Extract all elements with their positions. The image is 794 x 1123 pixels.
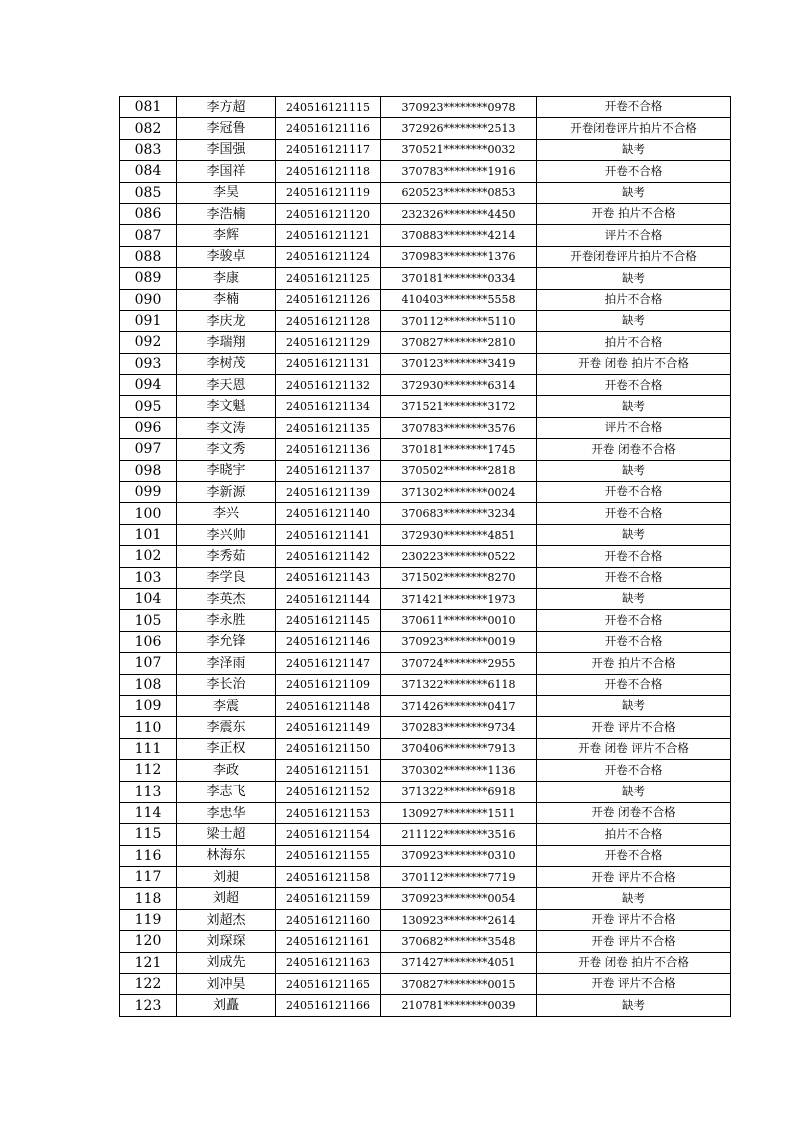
cell-result: 开卷不合格	[537, 610, 731, 631]
table-row	[120, 631, 731, 652]
cell-result: 开卷 闭卷不合格	[537, 439, 731, 460]
table-row	[120, 396, 731, 417]
cell-result: 开卷闭卷评片拍片不合格	[537, 118, 731, 139]
table-row	[120, 310, 731, 331]
cell-id-number: 211122********3516	[381, 824, 537, 845]
cell-exam-number: 240516121153	[276, 802, 381, 823]
cell-result: 开卷不合格	[537, 760, 731, 781]
cell-exam-number: 240516121161	[276, 931, 381, 952]
cell-name: 刘超	[177, 888, 276, 909]
table-row	[120, 931, 731, 952]
cell-number: 083	[120, 139, 177, 160]
cell-number: 098	[120, 460, 177, 481]
cell-id-number: 370724********2955	[381, 653, 537, 674]
cell-name: 李永胜	[177, 610, 276, 631]
cell-id-number: 370783********3576	[381, 417, 537, 438]
cell-name: 李庆龙	[177, 310, 276, 331]
cell-exam-number: 240516121137	[276, 460, 381, 481]
table-row	[120, 546, 731, 567]
cell-name: 李浩楠	[177, 203, 276, 224]
cell-exam-number: 240516121128	[276, 310, 381, 331]
cell-result: 开卷 闭卷 拍片不合格	[537, 353, 731, 374]
cell-exam-number: 240516121150	[276, 738, 381, 759]
cell-name: 李瑞翔	[177, 332, 276, 353]
cell-id-number: 370502********2818	[381, 460, 537, 481]
cell-number: 089	[120, 268, 177, 289]
table-row	[120, 246, 731, 267]
cell-exam-number: 240516121135	[276, 417, 381, 438]
table-row	[120, 760, 731, 781]
cell-number: 085	[120, 182, 177, 203]
table-row	[120, 588, 731, 609]
cell-name: 李正权	[177, 738, 276, 759]
cell-number: 081	[120, 97, 177, 118]
cell-exam-number: 240516121109	[276, 674, 381, 695]
cell-number: 091	[120, 310, 177, 331]
table-row	[120, 225, 731, 246]
cell-number: 119	[120, 909, 177, 930]
cell-number: 112	[120, 760, 177, 781]
cell-number: 113	[120, 781, 177, 802]
cell-result: 缺考	[537, 182, 731, 203]
cell-id-number: 370181********1745	[381, 439, 537, 460]
cell-id-number: 370611********0010	[381, 610, 537, 631]
cell-id-number: 370827********0015	[381, 974, 537, 995]
cell-result: 拍片不合格	[537, 289, 731, 310]
cell-name: 李文秀	[177, 439, 276, 460]
cell-name: 刘冲昊	[177, 974, 276, 995]
cell-name: 李政	[177, 760, 276, 781]
cell-name: 李文涛	[177, 417, 276, 438]
cell-result: 开卷不合格	[537, 503, 731, 524]
cell-name: 李国祥	[177, 161, 276, 182]
cell-id-number: 370112********5110	[381, 310, 537, 331]
cell-name: 李康	[177, 268, 276, 289]
cell-result: 评片不合格	[537, 417, 731, 438]
table-body	[120, 97, 731, 1017]
cell-number: 109	[120, 695, 177, 716]
table-row	[120, 888, 731, 909]
cell-name: 李震	[177, 695, 276, 716]
cell-name: 李文魁	[177, 396, 276, 417]
cell-id-number: 370302********1136	[381, 760, 537, 781]
table-row	[120, 610, 731, 631]
cell-result: 开卷不合格	[537, 567, 731, 588]
cell-number: 101	[120, 524, 177, 545]
table-row	[120, 118, 731, 139]
cell-name: 李天恩	[177, 375, 276, 396]
table-row	[120, 460, 731, 481]
cell-exam-number: 240516121142	[276, 546, 381, 567]
table-row	[120, 952, 731, 973]
cell-number: 104	[120, 588, 177, 609]
cell-id-number: 370521********0032	[381, 139, 537, 160]
cell-number: 082	[120, 118, 177, 139]
cell-exam-number: 240516121152	[276, 781, 381, 802]
cell-exam-number: 240516121160	[276, 909, 381, 930]
cell-id-number: 370283********9734	[381, 717, 537, 738]
cell-number: 084	[120, 161, 177, 182]
cell-number: 090	[120, 289, 177, 310]
cell-result: 拍片不合格	[537, 332, 731, 353]
cell-number: 096	[120, 417, 177, 438]
cell-result: 开卷不合格	[537, 482, 731, 503]
cell-exam-number: 240516121146	[276, 631, 381, 652]
cell-name: 李国强	[177, 139, 276, 160]
cell-id-number: 370827********2810	[381, 332, 537, 353]
cell-name: 李昊	[177, 182, 276, 203]
cell-name: 李允锋	[177, 631, 276, 652]
cell-name: 梁士超	[177, 824, 276, 845]
cell-name: 李泽雨	[177, 653, 276, 674]
cell-exam-number: 240516121155	[276, 845, 381, 866]
cell-exam-number: 240516121121	[276, 225, 381, 246]
cell-number: 102	[120, 546, 177, 567]
cell-name: 刘矗	[177, 995, 276, 1016]
cell-id-number: 371426********0417	[381, 695, 537, 716]
cell-name: 刘昶	[177, 867, 276, 888]
cell-number: 118	[120, 888, 177, 909]
cell-result: 开卷 拍片不合格	[537, 653, 731, 674]
cell-result: 开卷 闭卷 评片不合格	[537, 738, 731, 759]
cell-id-number: 372930********6314	[381, 375, 537, 396]
cell-name: 李辉	[177, 225, 276, 246]
cell-id-number: 370923********0310	[381, 845, 537, 866]
cell-id-number: 370683********3234	[381, 503, 537, 524]
cell-number: 114	[120, 802, 177, 823]
cell-result: 开卷闭卷评片拍片不合格	[537, 246, 731, 267]
cell-exam-number: 240516121117	[276, 139, 381, 160]
cell-id-number: 371322********6118	[381, 674, 537, 695]
cell-id-number: 370406********7913	[381, 738, 537, 759]
cell-name: 李晓宇	[177, 460, 276, 481]
cell-exam-number: 240516121126	[276, 289, 381, 310]
cell-id-number: 370923********0054	[381, 888, 537, 909]
table-row	[120, 802, 731, 823]
cell-id-number: 371502********8270	[381, 567, 537, 588]
cell-exam-number: 240516121141	[276, 524, 381, 545]
cell-number: 111	[120, 738, 177, 759]
cell-name: 刘成先	[177, 952, 276, 973]
cell-result: 开卷 评片不合格	[537, 931, 731, 952]
cell-name: 李长治	[177, 674, 276, 695]
cell-id-number: 370923********0019	[381, 631, 537, 652]
cell-exam-number: 240516121129	[276, 332, 381, 353]
cell-id-number: 370883********4214	[381, 225, 537, 246]
cell-result: 拍片不合格	[537, 824, 731, 845]
cell-id-number: 370682********3548	[381, 931, 537, 952]
table-row	[120, 674, 731, 695]
cell-id-number: 370123********3419	[381, 353, 537, 374]
cell-name: 刘琛琛	[177, 931, 276, 952]
cell-result: 开卷 评片不合格	[537, 867, 731, 888]
cell-name: 刘超杰	[177, 909, 276, 930]
cell-id-number: 372926********2513	[381, 118, 537, 139]
table-row	[120, 717, 731, 738]
table-row	[120, 139, 731, 160]
cell-number: 086	[120, 203, 177, 224]
cell-exam-number: 240516121147	[276, 653, 381, 674]
cell-name: 李震东	[177, 717, 276, 738]
cell-id-number: 410403********5558	[381, 289, 537, 310]
cell-result: 开卷 评片不合格	[537, 974, 731, 995]
cell-result: 缺考	[537, 310, 731, 331]
cell-exam-number: 240516121163	[276, 952, 381, 973]
table-row	[120, 289, 731, 310]
cell-name: 李树茂	[177, 353, 276, 374]
cell-result: 缺考	[537, 781, 731, 802]
cell-result: 缺考	[537, 588, 731, 609]
table-row	[120, 695, 731, 716]
results-table	[119, 96, 731, 1017]
table-row	[120, 567, 731, 588]
cell-id-number: 130923********2614	[381, 909, 537, 930]
cell-exam-number: 240516121154	[276, 824, 381, 845]
cell-name: 李方超	[177, 97, 276, 118]
cell-result: 开卷 评片不合格	[537, 909, 731, 930]
cell-id-number: 370783********1916	[381, 161, 537, 182]
cell-id-number: 371302********0024	[381, 482, 537, 503]
cell-exam-number: 240516121165	[276, 974, 381, 995]
cell-number: 117	[120, 867, 177, 888]
cell-name: 李楠	[177, 289, 276, 310]
cell-id-number: 370181********0334	[381, 268, 537, 289]
cell-exam-number: 240516121143	[276, 567, 381, 588]
cell-result: 开卷 闭卷 拍片不合格	[537, 952, 731, 973]
cell-number: 122	[120, 974, 177, 995]
cell-exam-number: 240516121145	[276, 610, 381, 631]
table-row	[120, 97, 731, 118]
cell-result: 开卷不合格	[537, 631, 731, 652]
cell-number: 121	[120, 952, 177, 973]
cell-exam-number: 240516121159	[276, 888, 381, 909]
table-row	[120, 781, 731, 802]
cell-exam-number: 240516121158	[276, 867, 381, 888]
cell-result: 缺考	[537, 695, 731, 716]
table-row	[120, 909, 731, 930]
cell-result: 缺考	[537, 524, 731, 545]
cell-result: 开卷不合格	[537, 97, 731, 118]
table-row	[120, 439, 731, 460]
cell-number: 094	[120, 375, 177, 396]
cell-result: 缺考	[537, 139, 731, 160]
cell-number: 088	[120, 246, 177, 267]
table-row	[120, 353, 731, 374]
cell-number: 099	[120, 482, 177, 503]
cell-name: 李兴	[177, 503, 276, 524]
cell-name: 李学良	[177, 567, 276, 588]
cell-id-number: 370983********1376	[381, 246, 537, 267]
cell-number: 120	[120, 931, 177, 952]
cell-exam-number: 240516121131	[276, 353, 381, 374]
table-row	[120, 995, 731, 1016]
table-row	[120, 417, 731, 438]
table-row	[120, 845, 731, 866]
cell-id-number: 210781********0039	[381, 995, 537, 1016]
table-row	[120, 738, 731, 759]
table-row	[120, 824, 731, 845]
table-row	[120, 375, 731, 396]
table-row	[120, 161, 731, 182]
cell-number: 100	[120, 503, 177, 524]
cell-result: 开卷不合格	[537, 674, 731, 695]
cell-id-number: 232326********4450	[381, 203, 537, 224]
cell-id-number: 130927********1511	[381, 802, 537, 823]
cell-result: 开卷不合格	[537, 546, 731, 567]
cell-exam-number: 240516121134	[276, 396, 381, 417]
table-row	[120, 524, 731, 545]
cell-result: 缺考	[537, 396, 731, 417]
cell-id-number: 370923********0978	[381, 97, 537, 118]
cell-number: 115	[120, 824, 177, 845]
table-row	[120, 867, 731, 888]
cell-number: 108	[120, 674, 177, 695]
table-row	[120, 503, 731, 524]
cell-result: 开卷不合格	[537, 375, 731, 396]
cell-id-number: 230223********0522	[381, 546, 537, 567]
cell-name: 李志飞	[177, 781, 276, 802]
cell-exam-number: 240516121120	[276, 203, 381, 224]
cell-exam-number: 240516121118	[276, 161, 381, 182]
cell-number: 097	[120, 439, 177, 460]
cell-number: 110	[120, 717, 177, 738]
cell-exam-number: 240516121124	[276, 246, 381, 267]
cell-number: 116	[120, 845, 177, 866]
cell-id-number: 371521********3172	[381, 396, 537, 417]
cell-number: 106	[120, 631, 177, 652]
cell-number: 093	[120, 353, 177, 374]
cell-name: 李兴帅	[177, 524, 276, 545]
cell-exam-number: 240516121149	[276, 717, 381, 738]
cell-id-number: 371421********1973	[381, 588, 537, 609]
cell-name: 林海东	[177, 845, 276, 866]
cell-number: 107	[120, 653, 177, 674]
cell-result: 开卷不合格	[537, 845, 731, 866]
cell-result: 缺考	[537, 268, 731, 289]
cell-exam-number: 240516121116	[276, 118, 381, 139]
cell-exam-number: 240516121140	[276, 503, 381, 524]
cell-name: 李英杰	[177, 588, 276, 609]
cell-exam-number: 240516121115	[276, 97, 381, 118]
cell-name: 李新源	[177, 482, 276, 503]
table-row	[120, 482, 731, 503]
cell-exam-number: 240516121166	[276, 995, 381, 1016]
cell-id-number: 620523********0853	[381, 182, 537, 203]
cell-number: 092	[120, 332, 177, 353]
cell-number: 105	[120, 610, 177, 631]
cell-result: 缺考	[537, 995, 731, 1016]
cell-name: 李秀茹	[177, 546, 276, 567]
cell-exam-number: 240516121144	[276, 588, 381, 609]
cell-number: 123	[120, 995, 177, 1016]
cell-exam-number: 240516121125	[276, 268, 381, 289]
table-row	[120, 332, 731, 353]
cell-id-number: 372930********4851	[381, 524, 537, 545]
cell-number: 087	[120, 225, 177, 246]
cell-result: 开卷 拍片不合格	[537, 203, 731, 224]
cell-name: 李冠鲁	[177, 118, 276, 139]
cell-number: 095	[120, 396, 177, 417]
cell-number: 103	[120, 567, 177, 588]
cell-result: 评片不合格	[537, 225, 731, 246]
cell-result: 缺考	[537, 888, 731, 909]
cell-result: 缺考	[537, 460, 731, 481]
cell-id-number: 371322********6918	[381, 781, 537, 802]
table-row	[120, 268, 731, 289]
cell-id-number: 370112********7719	[381, 867, 537, 888]
cell-exam-number: 240516121151	[276, 760, 381, 781]
cell-name: 李骏卓	[177, 246, 276, 267]
cell-exam-number: 240516121136	[276, 439, 381, 460]
cell-id-number: 371427********4051	[381, 952, 537, 973]
cell-exam-number: 240516121132	[276, 375, 381, 396]
table-row	[120, 203, 731, 224]
table-row	[120, 974, 731, 995]
cell-result: 开卷不合格	[537, 161, 731, 182]
table-row	[120, 182, 731, 203]
cell-result: 开卷 闭卷不合格	[537, 802, 731, 823]
cell-result: 开卷 评片不合格	[537, 717, 731, 738]
cell-exam-number: 240516121148	[276, 695, 381, 716]
table-row	[120, 653, 731, 674]
cell-name: 李忠华	[177, 802, 276, 823]
cell-exam-number: 240516121139	[276, 482, 381, 503]
cell-exam-number: 240516121119	[276, 182, 381, 203]
